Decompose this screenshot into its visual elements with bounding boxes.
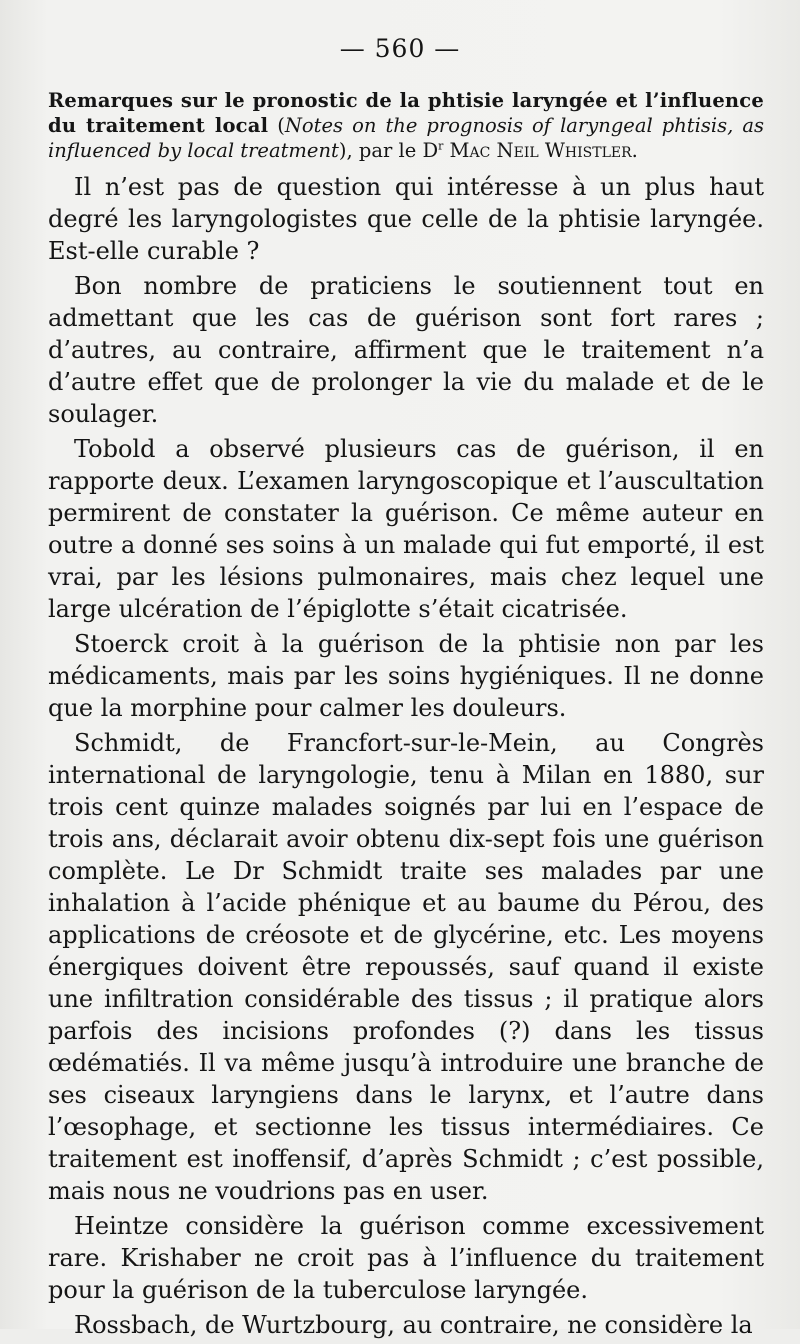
heading-par: par le D [352, 139, 439, 162]
paragraph-5: Schmidt, de Francfort-sur-le-Mein, au Congrès international de laryngologie, tenu à Milan en 1880, sur trois cent quinze malades soignés par lui en l’espace de trois ans, déclarait avoir obtenu dix-sept fois une guérison complète. Le Dr Schmidt traite ses malades par une inhalation à l’acide phénique et au baume du Pérou, des applications de créosote et de glycérine, etc. Les moyens énergiques doivent être repoussés, sauf quand il existe une infiltration considérable des tissus ; il pratique alors parfois des incisions profondes (?) dans les tissus œdématiés. Il va même jusqu’à introduire une branche de ses ciseaux laryngiens dans le larynx, et l’autre dans l’œsophage, et sectionne les tissus intermédiaires. Ce traitement est inoffensif, d’après Schmidt ; c’est possible, mais nous ne voudrions pas en user. [48, 729, 764, 1205]
article-author: Mac Neil Whistler. [443, 139, 638, 162]
heading-open-paren: ( [268, 114, 285, 137]
paragraph-1: Il n’est pas de question qui intéresse à un plus haut degré les laryngologistes que celle de la phtisie laryngée. Est-elle curable ? [48, 173, 764, 265]
paragraph-2: Bon nombre de praticiens le soutiennent tout en admettant que les cas de guérison sont fort rares ; d’autres, au contraire, affirment que le traitement n’a d’autre effet que de prolonger la vie du malade et de le soulager. [48, 272, 764, 428]
english-title: Notes on the prognosis of laryngeal phtisis, as influenced by local treatment [48, 114, 765, 162]
article-title: Remarques sur le pronostic de la phtisie laryngée et l’influence du traitement local [48, 89, 764, 137]
article-heading [48, 88, 764, 163]
heading-close-paren: ), [338, 139, 353, 162]
text-column [48, 88, 764, 1344]
paragraph-3: Tobold a observé plusieurs cas de guérison, il en rapporte deux. L’examen laryngoscopique et l’auscultation permirent de constater la guérison. Ce même auteur en outre a donné ses soins à un malade qui fut emporté, il est vrai, par les lésions pulmonaires, mais chez lequel une large ulcération de l’épiglotte s’était cicatrisée. [48, 435, 764, 623]
heading-superscript: r [438, 139, 444, 153]
paragraph-7: Rossbach, de Wurtzbourg, au contraire, ne considère la [74, 1311, 753, 1339]
paragraph-6: Heintze considère la guérison comme excessivement rare. Krishaber ne croit pas à l’influence du traitement pour la guérison de la tuberculose laryngée. [48, 1212, 764, 1304]
paragraph-4: Stoerck croit à la guérison de la phtisie non par les médicaments, mais par les soins hygiéniques. Il ne donne que la morphine pour calmer les douleurs. [48, 630, 764, 722]
page-number: — 560 — [339, 34, 461, 63]
